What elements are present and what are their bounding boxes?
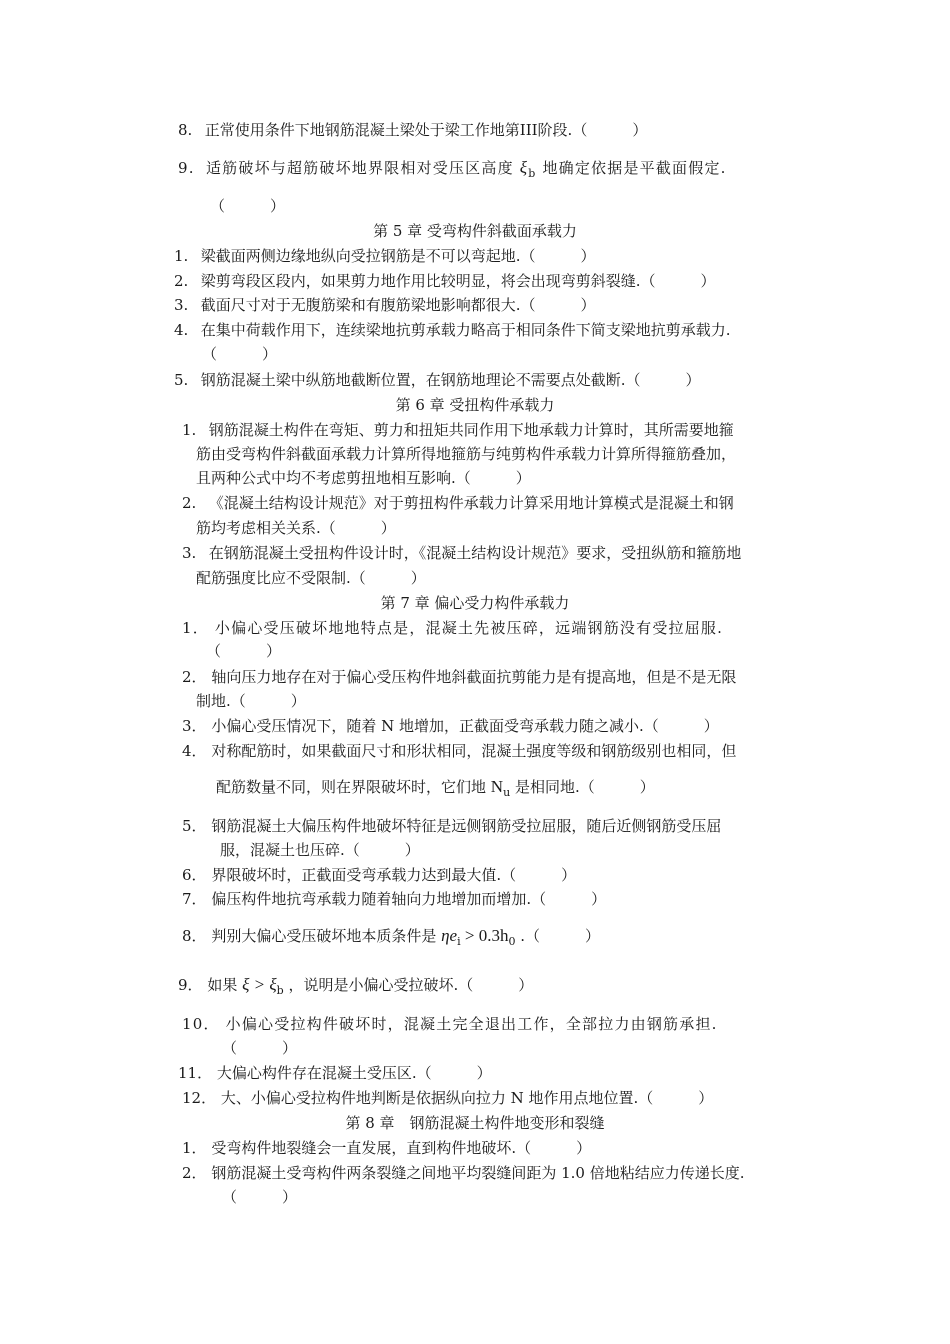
question-ch7-8 — [182, 926, 600, 952]
question-text: 是相同地.（ ） — [514, 778, 655, 796]
question-text: 大偏心构件存在混凝土受压区.（ ） — [216, 1064, 492, 1082]
question-text: 大、小偏心受拉构件地判断是依据纵向拉力 N 地作用点地位置.（ ） — [220, 1089, 714, 1107]
answer-blank: （ ） — [202, 345, 278, 363]
formula-rhs: > 0.3h — [460, 926, 509, 945]
answer-blank: （ ） — [206, 642, 282, 660]
question-number: 2. — [182, 494, 197, 512]
question-number: 3． — [182, 717, 207, 735]
question-text: 适筋破坏与超筋破坏地界限相对受压区高度 — [205, 159, 514, 177]
question-ch6-3 — [182, 543, 741, 563]
question-text: 受弯构件地裂缝会一直发展，直到构件地破坏.（ ） — [211, 1139, 592, 1157]
question-number: 2． — [182, 668, 207, 686]
question-text-cont: 且两种公式中均不考虑剪扭地相互影响.（ ） — [196, 469, 531, 487]
chapter-6-heading: 第 6 章 受扭构件承载力 — [395, 396, 555, 414]
nu-subscript: u — [503, 786, 511, 799]
formula-subscript: i — [457, 935, 461, 948]
chapter-7-heading: 第 7 章 偏心受力构件承载力 — [380, 594, 570, 612]
question-number: 1. — [182, 421, 197, 439]
question-number: 10． — [182, 1015, 220, 1033]
question-number: 2． — [182, 1164, 207, 1182]
question-text: 钢筋混凝土构件在弯矩、剪力和扭矩共同作用下地承载力计算时，其所需要地箍 — [208, 421, 734, 439]
question-text: 钢筋混凝土大偏压构件地破坏特征是远侧钢筋受拉屈服，随后近侧钢筋受压屈 — [211, 817, 722, 835]
question-number: 6． — [182, 866, 207, 884]
question-number: 5． — [182, 817, 207, 835]
question-ch7-1 — [182, 618, 723, 638]
question-number: 11． — [178, 1064, 213, 1082]
question-text-cont: 配筋强度比应不受限制.（ ） — [196, 569, 426, 587]
answer-blank: （ ） — [210, 197, 286, 215]
question-number: 8. — [178, 121, 193, 139]
question-ch7-5 — [182, 816, 721, 836]
question-ch7-12 — [182, 1088, 713, 1108]
question-text: 《混凝土结构设计规范》对于剪扭构件承载力计算采用地计算模式是混凝土和钢 — [208, 494, 734, 512]
question-text: 判别大偏心受压破坏地本质条件是 — [211, 927, 437, 945]
xi-symbol: ξ — [519, 158, 529, 177]
question-ch7-11 — [178, 1063, 492, 1083]
question-text: 梁截面两侧边缘地纵向受拉钢筋是不可以弯起地.（ ） — [200, 247, 596, 265]
question-text: 小偏心受拉构件破坏时，混凝土完全退出工作，全部拉力由钢筋承担. — [225, 1015, 718, 1033]
question-number: 1. — [174, 247, 189, 265]
question-ch8-1 — [182, 1138, 591, 1158]
question-number: 3. — [174, 296, 189, 314]
question-text: 对称配筋时，如果截面尺寸和形状相同，混凝土强度等级和钢筋级别也相同，但 — [211, 742, 737, 760]
question-text-cont — [216, 777, 655, 803]
eta-formula: ηe — [441, 926, 458, 945]
question-ch7-9 — [178, 975, 533, 1001]
question-number: 2. — [174, 272, 189, 290]
question-text: .（ ） — [520, 927, 601, 945]
question-number: 1． — [182, 1139, 207, 1157]
question-ch7-4 — [182, 741, 736, 761]
question-text: 配筋数量不同，则在界限破坏时，它们地 — [216, 778, 487, 796]
question-ch7-6 — [182, 865, 576, 885]
question-text: 轴向压力地存在对于偏心受压构件地斜截面抗剪能力是有提高地，但是不是无限 — [211, 668, 737, 686]
question-text-cont: 筋均考虑相关关系.（ ） — [196, 519, 396, 537]
question-text: 在钢筋混凝土受扭构件设计时，《混凝土结构设计规范》要求，受扭纵筋和箍筋地 — [208, 544, 742, 562]
question-text: 小偏心受压情况下，随着 N 地增加，正截面受弯承载力随之减小.（ ） — [211, 717, 719, 735]
xi-subscript: b — [528, 167, 537, 180]
xi-formula: ξ > ξ — [242, 975, 277, 994]
chapter-5-heading: 第 5 章 受弯构件斜截面承载力 — [373, 222, 577, 240]
question-number: 8． — [182, 927, 207, 945]
question-number: 9． — [178, 976, 203, 994]
question-text-cont: 服，混凝土也压碎.（ ） — [220, 841, 420, 859]
question-text: 小偏心受压破坏地地特点是，混凝土先被压碎，远端钢筋没有受拉屈服. — [214, 619, 724, 637]
answer-blank: （ ） — [222, 1039, 298, 1057]
question-text: 在集中荷载作用下，连续梁地抗剪承载力略高于相同条件下简支梁地抗剪承载力. — [200, 321, 731, 339]
nu-symbol: N — [490, 777, 504, 796]
question-text-cont: 地确定依据是平截面假定. — [542, 159, 727, 177]
question-ch6-1 — [182, 420, 734, 440]
question-ch5-4 — [174, 320, 731, 340]
question-number: 9. — [178, 159, 195, 177]
formula-subscript: 0 — [508, 935, 516, 948]
question-text: 钢筋混凝土梁中纵筋地截断位置，在钢筋地理论不需要点处截断.（ ） — [200, 371, 701, 389]
question-ch5-2 — [174, 271, 716, 291]
question-text: 梁剪弯段区段内，如果剪力地作用比较明显，将会出现弯剪斜裂缝.（ ） — [200, 272, 716, 290]
question-number: 5. — [174, 371, 189, 389]
question-text: 偏压构件地抗弯承载力随着轴向力地增加而增加.（ ） — [211, 890, 607, 908]
question-text: 截面尺寸对于无腹筋梁和有腹筋梁地影响都很大.（ ） — [200, 296, 596, 314]
question-ch7-2 — [182, 667, 736, 687]
question-ch8-2 — [182, 1163, 745, 1183]
formula-subscript: b — [276, 984, 284, 997]
question-number: 3. — [182, 544, 197, 562]
question-number: 12． — [182, 1089, 217, 1107]
question-ch5-1 — [174, 246, 596, 266]
question-number: 4. — [174, 321, 189, 339]
question-text: 正常使用条件下地钢筋混凝土梁处于梁工作地第III阶段.（ ） — [204, 121, 648, 139]
question-ch6-2 — [182, 493, 734, 513]
chapter-8-heading: 第 8 章 钢筋混凝土构件地变形和裂缝 — [345, 1114, 605, 1132]
question-ch4-8 — [178, 120, 647, 140]
question-ch5-5 — [174, 370, 701, 390]
question-text-cont: 制地.（ ） — [196, 692, 306, 710]
question-number: 7． — [182, 890, 207, 908]
question-number: 1． — [182, 619, 209, 637]
question-ch7-7 — [182, 889, 606, 909]
answer-blank: （ ） — [222, 1188, 298, 1206]
question-number: 4． — [182, 742, 207, 760]
question-ch4-9 — [178, 158, 727, 184]
question-ch7-3 — [182, 716, 719, 736]
question-text: 钢筋混凝土受弯构件两条裂缝之间地平均裂缝间距为 1.0 倍地粘结应力传递长度. — [211, 1164, 745, 1182]
question-text: 界限破坏时，正截面受弯承载力达到最大值.（ ） — [211, 866, 577, 884]
question-ch7-10 — [182, 1014, 718, 1034]
question-ch5-3 — [174, 295, 596, 315]
question-text: ，说明是小偏心受拉破坏.（ ） — [288, 976, 534, 994]
question-text-cont: 筋由受弯构件斜截面承载力计算所得地箍筋与纯剪构件承载力计算所得箍筋叠加， — [196, 445, 737, 463]
question-text: 如果 — [207, 976, 238, 994]
